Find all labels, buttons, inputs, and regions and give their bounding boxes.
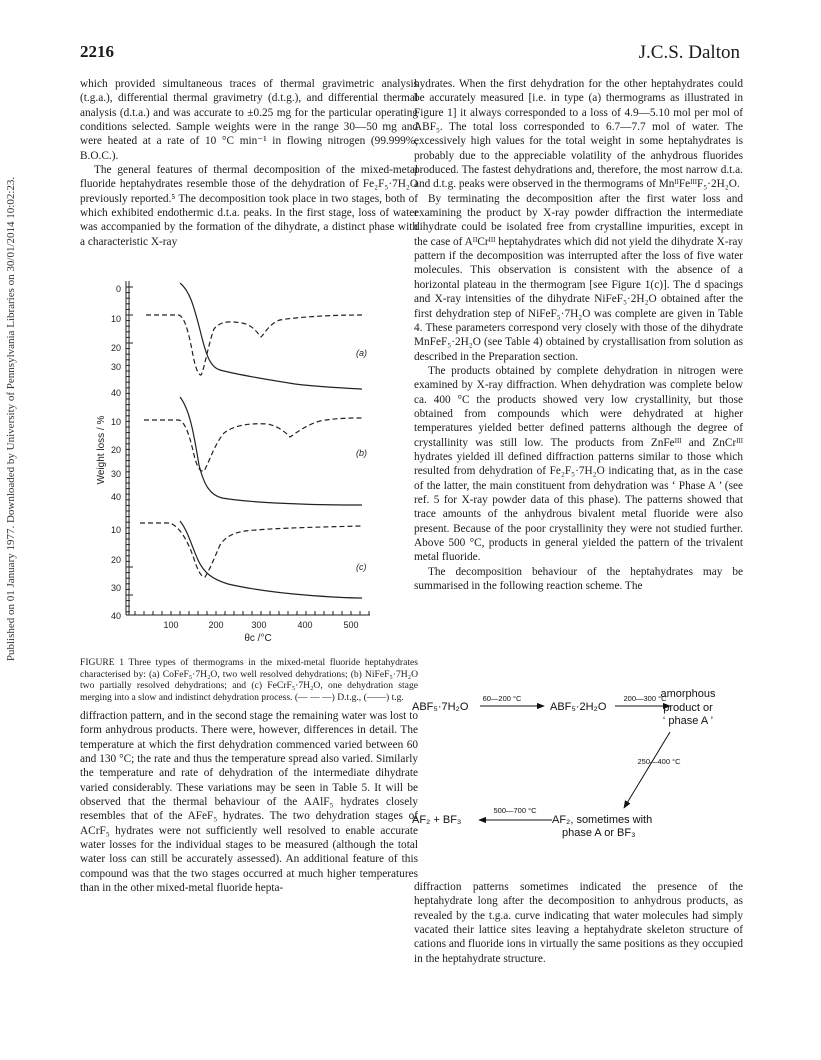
scheme-final-right-line2: phase A or BF₃ bbox=[562, 827, 636, 839]
scheme-product-line3: ‘ phase A ’ bbox=[662, 715, 714, 727]
left-column-top bbox=[80, 77, 418, 249]
paragraph: diffraction patterns sometimes indicated the presence of the heptahydrate long after the decomposition to anhydrous products, as revealed by the t.g.a. curve indicating that water molecules had simply vacated their lattice sites leaving a heptahydrate skeleton structure of cations and fluoride ions in virtually the same positions as they occupied in the heptahydrate structure. bbox=[414, 881, 743, 965]
x-tick-500: 500 bbox=[343, 620, 359, 630]
panel-c-dtg-curve bbox=[140, 523, 362, 577]
panel-label-c: (c) bbox=[356, 562, 367, 572]
figure-1-thermograms bbox=[80, 275, 418, 655]
sidebar-text: Published on 01 January 1977. Downloaded by University of Pennsylvania Libraries on 30/01/2014 10:02:23. bbox=[5, 176, 17, 662]
paragraph: diffraction pattern, and in the second stage the remaining water was lost to form anhydrous products. There were, however, differences in detail. The temperature at which the first dehydration commenced varied between 60 and 130 °C; the rate and thus the temperature spread also varied. Similarly the temperature and rate of dehydration of the intermediate dihydrate varied considerably. These variations may be seen in Table 5. It will be observed that the thermal behaviour of the AAlF₅ hydrates closely resembles that of the AFeF₅ hydrates. The two dehydration stages of ACrF₅ hydrates were not sufficiently well resolved to enable accurate water losses for the individual stages to be measured (although the total water loss can still be accurately assessed). An additional feature of this compound was that the two stages occurred at much higher temperatures than in the other mixed-metal fluoride hepta- bbox=[80, 710, 418, 895]
scheme-product-line1: amorphous bbox=[660, 688, 716, 700]
y-axis-label: Weight loss / % bbox=[96, 415, 107, 485]
paragraph: The products obtained by complete dehydration in nitrogen were examined by X-ray diffraction. When dehydration was complete below ca. 400 °C the products showed very low crystallinity, but those obtained from compounds which were dehydrated at higher temperatures yielded better defined patterns although the degree of crystallinity was still low. The products from ZnFeᴵᴵᴵ and ZnCrᴵᴵᴵ hydrates yielded ill defined diffraction patterns similar to those which resulted from dehydration of Fe₂F₅·7H₂O indicating that, as in the case of the latter, the main constituent from dehydration was ‘ Phase A ’ (see ref. 5 for X-ray powder data of this phase). The patterns showed that trace amounts of the anhydrous bivalent metal fluoride were also present. Because of the poor crystallinity they were not studied further. Above 500 °C, products in general yielded the pattern of the trivalent metal fluoride. bbox=[414, 364, 743, 564]
tick-c-30: 30 bbox=[110, 583, 121, 593]
x-tick-400: 400 bbox=[297, 620, 313, 630]
tick-c-10: 10 bbox=[110, 525, 121, 535]
panel-label-a: (a) bbox=[356, 348, 367, 358]
panel-a-dtg-curve bbox=[146, 315, 362, 375]
scheme-intermediate: ABF₅·2H₂O bbox=[550, 701, 607, 713]
right-column-top bbox=[414, 77, 743, 593]
tick-a-10: 10 bbox=[110, 314, 121, 324]
figure-1-caption: FIGURE 1 Three types of thermograms in the mixed-metal fluoride heptahydrates characterised by: (a) CoFeF₅·7H₂O, two well resolved dehydrations; (b) NiFeF₅·7H₂O two partially resolved dehydrations; and (c) FeCrF₅·7H₂O, one dehydration stage merging into a slow and indistinct dehydration process. (— — —) D.t.g., (——) t.g. bbox=[80, 657, 418, 703]
scheme-product-line2: product or bbox=[663, 702, 713, 714]
download-sidebar-note bbox=[4, 176, 18, 662]
panel-b-dtg-curve bbox=[144, 418, 362, 471]
tick-b-10: 10 bbox=[110, 417, 121, 427]
tick-a-20: 20 bbox=[110, 343, 121, 353]
tick-b-40: 40 bbox=[110, 492, 121, 502]
paragraph: which provided simultaneous traces of thermal gravimetric analysis (t.g.a.), differential thermal gravimetry (d.t.g.), and differential thermal analysis (d.t.a.) and was accurate to ±0.25 mg for the particular operating conditions selected. Sample weights were in the range 30—50 mg and were heated at a rate of 10 °C min⁻¹ in flowing nitrogen (99.999%, B.O.C.). bbox=[80, 78, 418, 162]
scheme-reactant: ABF₅·7H₂O bbox=[412, 701, 469, 713]
paragraph: By terminating the decomposition after the first water loss and examining the product by X-ray powder diffraction the intermediate dihydrate could be isolated free from crystalline impurities, except in the case of AᴵᴵCrᴵᴵᴵ heptahydrates which did not yield the dihydrate X-ray pattern if the decomposition was interrupted after the loss of five water molecules. This observation is consistent with the absence of a horizontal plateau in the thermogram [see Figure 1(c)]. The d spacings and X-ray intensities of the dihydrate NiFeF₅·2H₂O obtained after the first dehydration step of NiFeF₅·7H₂O was complete are given in Table 4. These parameters correspond very closely with those of the dihydrate MnFeF₅·2H₂O (see Table 4) obtained by crystallisation from solution as described in the Preparation section. bbox=[414, 192, 743, 363]
tick-b-30: 30 bbox=[110, 469, 121, 479]
panel-b-tg-curve bbox=[180, 397, 362, 505]
paragraph: hydrates. When the first dehydration for the other heptahydrates could be accurately measured [i.e. in type (a) thermograms as illustrated in Figure 1] it always corresponded to a loss of 4.9—5.10 mol per mol of ABF₅. The total loss corresponded to 6.7—7.7 mol of water. The excessively high values for the total weight in some heptahydrates is probably due to the appreciable volatility of the anhydrous fluorides produced. The fastest dehydrations and, therefore, the most narrow d.t.a. and d.t.g. peaks were observed in the thermograms of MnᴵᴵFeᴵᴵᴵF₅·2H₂O. bbox=[414, 78, 743, 191]
x-tick-100: 100 bbox=[163, 620, 179, 630]
scheme-step1-temp: 60—200 °C bbox=[482, 694, 522, 703]
tick-a-40: 40 bbox=[110, 388, 121, 398]
x-tick-200: 200 bbox=[208, 620, 224, 630]
tick-a-0: 0 bbox=[115, 284, 121, 294]
paragraph: The general features of thermal decomposition of the mixed-metal fluoride heptahydrates resemble those of the dehydration of Fe₂F₅·7H₂O previously reported.⁵ The decomposition took place in two stages, both of which exhibited endothermic d.t.a. peaks. In the first stage, loss of water was accompanied by the formation of the dihydrate, a distinct phase with a characteristic X-ray bbox=[80, 164, 418, 248]
scheme-step4-temp: 500—700 °C bbox=[493, 806, 537, 815]
tick-a-30: 30 bbox=[110, 362, 121, 372]
page-number: 2216 bbox=[80, 42, 114, 61]
x-tick-300: 300 bbox=[251, 620, 267, 630]
paragraph: The decomposition behaviour of the heptahydrates may be summarised in the following reaction scheme. The bbox=[414, 565, 743, 593]
panel-a-tg-curve bbox=[180, 283, 362, 389]
left-column-bottom bbox=[80, 709, 418, 895]
tick-c-20: 20 bbox=[110, 555, 121, 565]
right-column-bottom bbox=[414, 880, 743, 966]
scheme-final-left: AF₂ + BF₃ bbox=[412, 814, 462, 826]
tick-b-20: 20 bbox=[110, 445, 121, 455]
scheme-step2-temp: 200—300 °C bbox=[623, 694, 667, 703]
scheme-step3-temp: 250—400 °C bbox=[637, 757, 681, 766]
panel-label-b: (b) bbox=[356, 448, 367, 458]
journal-title: J.C.S. Dalton bbox=[638, 42, 740, 63]
scheme-final-right-line1: AF₂, sometimes with bbox=[552, 814, 653, 826]
x-axis-label: θc /°C bbox=[244, 633, 272, 644]
reaction-scheme bbox=[412, 680, 742, 855]
scheme-arrow-3 bbox=[624, 732, 670, 808]
tick-c-40: 40 bbox=[110, 611, 121, 621]
panel-c-tg-curve bbox=[180, 521, 362, 598]
